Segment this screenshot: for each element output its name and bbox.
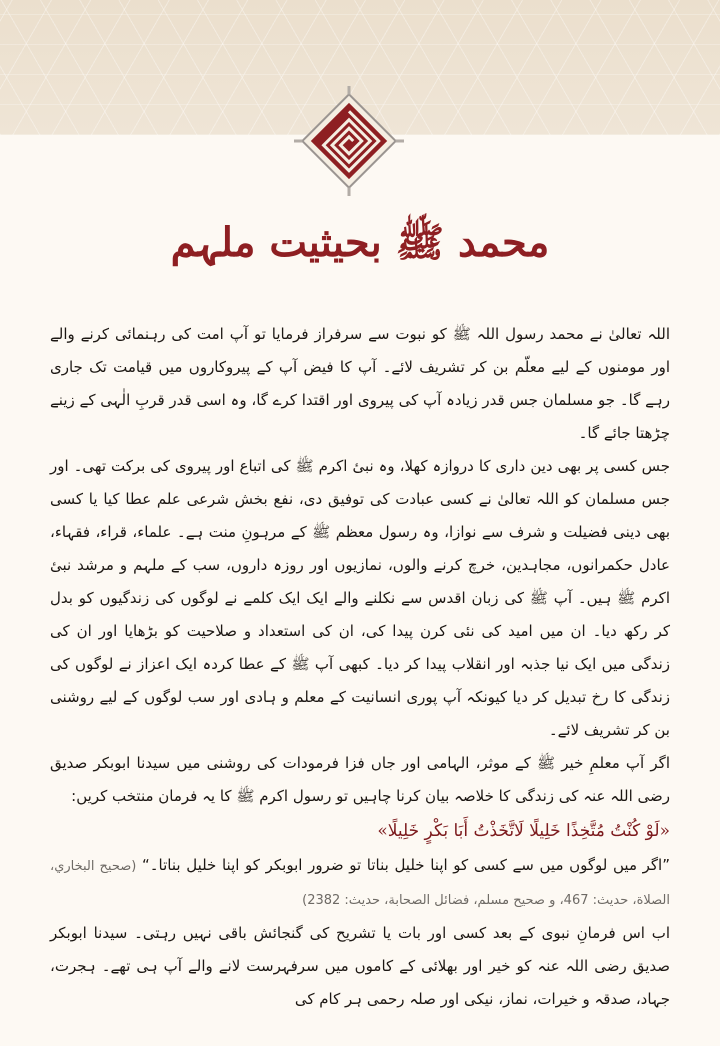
hadith-translation-line (50, 849, 670, 917)
hadith-translation: ”اگر میں لوگوں میں سے کسی کو اپنا خلیل بناتا تو ضرور ابوبکر کو اپنا خلیل بناتا۔“ (141, 856, 670, 874)
paragraph-1: اللہ تعالیٰ نے محمد رسول اللہ ﷺ کو نبوت سے سرفراز فرمایا تو آپ امت کی رہنمائی کرنے والے اور مومنوں کے لیے معلّم بن کر تشریف لائے۔ آپ کا فیض آپ کے پیروکاروں میں قیامت تک جاری رہے گا۔ جو مسلمان جس قدر زیادہ آپ کی پیروی اور اقتدا کرے گا، وہ اسی قدر قربِ الٰہی کے زینے چڑھتا جائے گا۔ (50, 325, 670, 442)
paragraph-4: اب اس فرمانِ نبوی کے بعد کسی اور بات یا تشریح کی گنجائش باقی نہیں رہتی۔ سیدنا ابوبکر صدیق رضی اللہ عنہ کو خیر اور بھلائی کے کاموں میں سرفہرست لانے والے آپ ہی تھے۔ ہجرت، جہاد، صدقہ و خیرات، نماز، نیکی اور صلہ رحمی ہر کام کی (50, 924, 670, 1008)
hadith-arabic-quote: «لَوْ كُنْتُ مُتَّخِذًا خَلِيلًا لَاتَّخَذْتُ أَبَا بَكْرٍ خَلِيلًا» (377, 821, 670, 841)
paragraph-2: جس کسی پر بھی دین داری کا دروازہ کھلا، وہ نبیٔ اکرم ﷺ کی اتباع اور پیروی کی برکت تھی۔ اور جس مسلمان کو اللہ تعالیٰ نے کسی عبادت کی توفیق دی، نفع بخش شرعی علم عطا کیا یا کسی بھی دینی فضیلت و شرف سے نوازا، وہ رسول معظم ﷺ کے مرہونِ منت ہے۔ علماء، قراء، فقہاء، عادل حکمرانوں، مجاہدین، خرچ کرنے والوں، نمازیوں اور روزہ داروں، سب کے ملہم و مرشد نبیٔ اکرم ﷺ ہیں۔ آپ ﷺ کی زبان اقدس سے نکلنے والے ایک ایک کلمے نے لوگوں کی زندگیوں کو بدل کر رکھ دیا۔ ان میں امید کی نئی کرن پیدا کی، ان کی استعداد و صلاحیت کو بڑھایا اور ان کی زندگی میں ایک نیا جذبہ اور انقلاب پیدا کر دیا۔ کبھی آپ ﷺ کے عطا کردہ ایک اعزاز نے لوگوں کی زندگی کا رخ تبدیل کر دیا کیونکہ آپ پوری انسانیت کے معلم و ہادی اور سب لوگوں کے لیے روشنی بن کر تشریف لائے۔ (50, 457, 670, 739)
page-title: محمد ﷺ بحیثیت ملہم (170, 219, 550, 266)
hadith-reference: (صحيح البخاري، الصلاة، حديث: 467، و صحيح مسلم، فضائل الصحابة، حديث: 2382) (50, 859, 670, 908)
article-body (50, 318, 670, 1016)
calligraphy-logo (294, 86, 404, 196)
paragraph-3: اگر آپ معلمِ خیر ﷺ کے موثر، الہامی اور جاں فزا فرمودات کی روشنی میں سیدنا ابوبکر صدیق رضی اللہ عنہ کی زندگی کا خلاصہ بیان کرنا چاہیں تو رسول اکرم ﷺ کا یہ فرمان منتخب کریں: (50, 754, 670, 805)
